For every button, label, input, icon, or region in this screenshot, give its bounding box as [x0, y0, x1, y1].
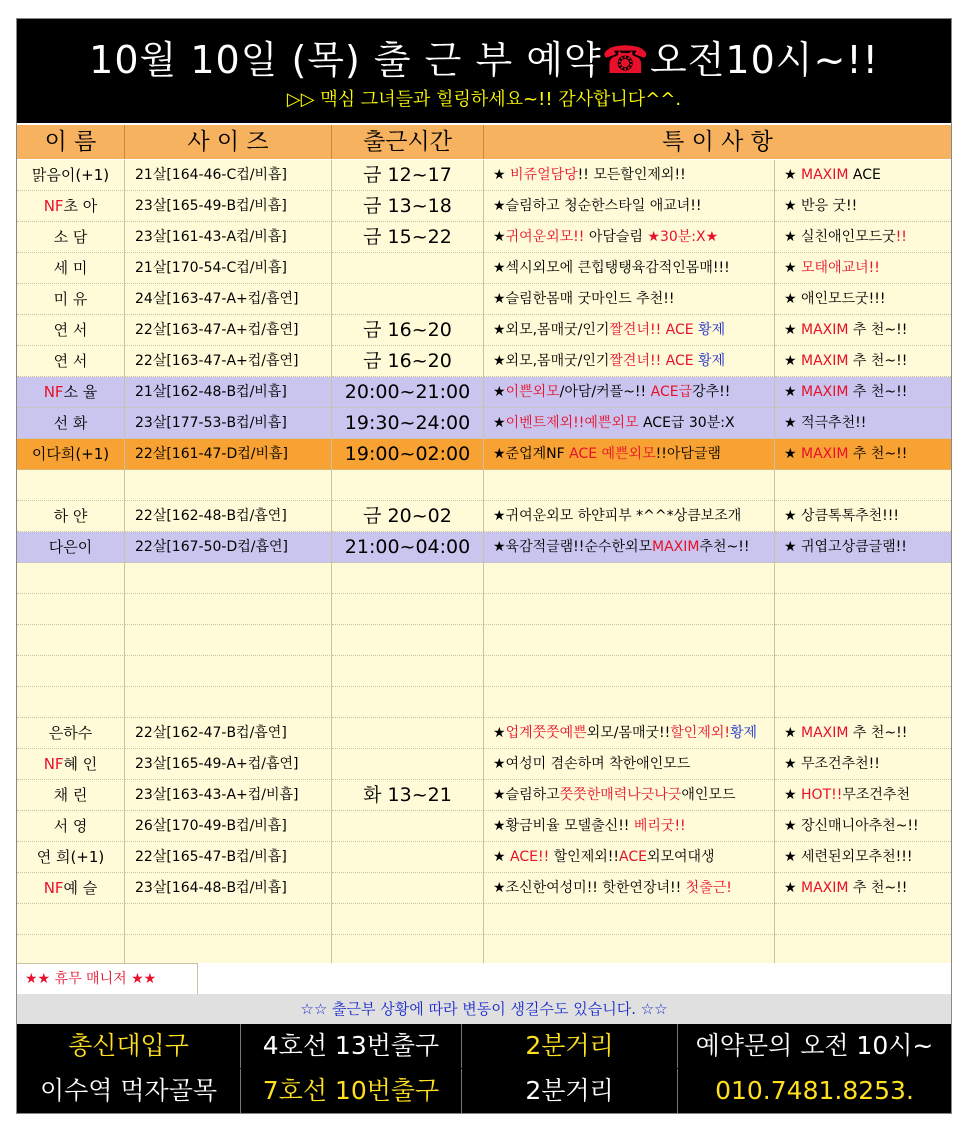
text-segment: ★ 실친애인모드굿 [784, 229, 896, 245]
cell-size [125, 935, 332, 966]
text-segment: ★ [784, 167, 802, 183]
footer-reservation-hours: 예약문의 오전 10시~ [695, 1031, 934, 1060]
cell-note-main [484, 253, 775, 284]
off-duty-row [17, 963, 951, 994]
text-segment: 추천~!! [699, 539, 750, 555]
text-segment: ★ [493, 725, 506, 741]
notice-banner: ☆☆ 출근부 상황에 따라 변동이 생길수도 있습니다. ☆☆ [17, 994, 951, 1024]
cell-name [17, 284, 125, 315]
cell-note-extra [775, 935, 951, 966]
cell-size: 23살[164-48-B컵/비흡] [125, 873, 332, 904]
table-row [17, 160, 951, 191]
table-row [17, 656, 951, 687]
cell-note-extra [775, 439, 951, 470]
cell-note-main [484, 439, 775, 470]
text-segment: NF [43, 755, 64, 773]
table-row [17, 935, 951, 966]
cell-note-extra [775, 780, 951, 811]
cell-time [332, 625, 484, 656]
text-segment: MAXIM [801, 353, 849, 369]
cell-note-extra [775, 160, 951, 191]
cell-time: 금 16~20 [332, 315, 484, 346]
text-segment: ★ [493, 849, 511, 865]
cell-size [125, 470, 332, 501]
cell-note-extra [775, 749, 951, 780]
text-segment: 아담슬림 [584, 229, 648, 245]
text-segment: 추 천~!! [848, 322, 908, 338]
cell-time: 금 15~22 [332, 222, 484, 253]
cell-name [17, 873, 125, 904]
table-row [17, 191, 951, 222]
table-row [17, 718, 951, 749]
cell-size: 23살[163-43-A+컵/비흡] [125, 780, 332, 811]
text-segment: 애인모드 [681, 787, 736, 803]
table-row [17, 377, 951, 408]
cell-note-main [484, 904, 775, 935]
text-segment: 연 서 [53, 352, 88, 370]
cell-time [332, 284, 484, 315]
text-segment: ★ [784, 787, 802, 803]
phone-icon: ☎ [601, 38, 651, 82]
cell-name [17, 532, 125, 563]
footer-distance-1: 2분거리 [462, 1024, 678, 1068]
text-segment: ★외모,몸매굿/인기 [493, 322, 610, 338]
cell-size: 21살[164-46-C컵/비흡] [125, 160, 332, 191]
text-segment: NF [43, 197, 64, 215]
text-segment: ★ [493, 229, 506, 245]
cell-note-main [484, 935, 775, 966]
text-segment: 이벤트제외!!예쁜외모 [505, 415, 639, 431]
cell-name [17, 222, 125, 253]
cell-name [17, 935, 125, 966]
text-segment: 할인제외!! [549, 849, 619, 865]
cell-time [332, 718, 484, 749]
cell-note-extra [775, 315, 951, 346]
text-segment: ★ [784, 725, 802, 741]
cell-time [332, 687, 484, 718]
text-segment: ★ 적극추천!! [784, 415, 867, 431]
table-row [17, 904, 951, 935]
cell-note-extra [775, 594, 951, 625]
text-segment: ★황금비율 모델출신!! [493, 818, 634, 834]
cell-note-extra [775, 873, 951, 904]
text-segment: ★ [493, 167, 511, 183]
text-segment: ACE급 30분:X [638, 415, 735, 431]
text-segment: 추 천~!! [848, 384, 908, 400]
table-row [17, 842, 951, 873]
cell-note-extra [775, 284, 951, 315]
cell-name [17, 904, 125, 935]
cell-size: 22살[165-47-B컵/비흡] [125, 842, 332, 873]
cell-name [17, 687, 125, 718]
cell-note-main [484, 687, 775, 718]
text-segment: ★ 세련된외모추천!!! [784, 849, 913, 865]
cell-size: 22살[162-48-B컵/흡연] [125, 501, 332, 532]
cell-name [17, 470, 125, 501]
text-segment: HOT!! [801, 787, 843, 803]
text-segment: MAXIM [801, 446, 849, 462]
schedule-sheet [16, 18, 952, 1114]
table-row [17, 470, 951, 501]
text-segment: 비쥬얼담당 [510, 167, 578, 183]
text-segment: ★ 상큼톡톡추천!!! [784, 508, 899, 524]
page-subtitle: ▷▷ 맥심 그녀들과 힐링하세요~!! 감사합니다^^. [286, 89, 682, 110]
cell-size: 24살[163-47-A+컵/흡연] [125, 284, 332, 315]
cell-note-extra [775, 904, 951, 935]
table-row [17, 532, 951, 563]
footer-exit-2: 7호선 10번출구 [241, 1069, 462, 1113]
cell-size: 22살[162-47-B컵/흡연] [125, 718, 332, 749]
text-segment: ★여성미 겸손하며 착한애인모드 [493, 756, 691, 772]
cell-name [17, 346, 125, 377]
cell-size [125, 904, 332, 935]
text-segment: 이다희(+1) [31, 445, 110, 463]
text-segment: 이쁜외모 [505, 384, 560, 400]
column-header-row [17, 125, 951, 159]
text-segment: ★ [784, 880, 802, 896]
page-title [17, 29, 951, 84]
table-row [17, 315, 951, 346]
text-segment: 연 희(+1) [36, 848, 105, 866]
cell-name [17, 377, 125, 408]
text-segment: 다은이 [48, 538, 93, 556]
cell-time [332, 470, 484, 501]
text-segment: 추 천~!! [848, 725, 908, 741]
cell-size: 22살[167-50-D컵/흡연] [125, 532, 332, 563]
cell-name [17, 656, 125, 687]
footer-phone-number: 010.7481.8253. [715, 1076, 914, 1105]
text-segment: 미 유 [53, 290, 88, 308]
text-segment: ★ 귀엽고상큼글램!! [784, 539, 907, 555]
cell-note-main [484, 222, 775, 253]
cell-note-main [484, 780, 775, 811]
text-segment: ★ 무조건추천!! [784, 756, 880, 772]
off-duty-label: ★★ 휴무 매니저 ★★ [17, 963, 198, 994]
cell-note-extra [775, 346, 951, 377]
col-header-name: 이 름 [17, 125, 125, 159]
cell-note-main [484, 594, 775, 625]
text-segment: 첫출근! [685, 880, 732, 896]
text-segment: 강추!! [692, 384, 731, 400]
cell-name [17, 253, 125, 284]
cell-note-extra [775, 222, 951, 253]
text-segment: ★슬림하고 [493, 787, 560, 803]
cell-note-extra [775, 377, 951, 408]
cell-name [17, 718, 125, 749]
text-segment: ★외모,몸매굿/인기 [493, 353, 610, 369]
cell-note-main [484, 532, 775, 563]
cell-note-main [484, 625, 775, 656]
text-segment: ★ 반응 굿!! [784, 198, 858, 214]
cell-time [332, 749, 484, 780]
text-segment: 귀여운외모!! [505, 229, 585, 245]
cell-note-main [484, 842, 775, 873]
cell-size: 23살[165-49-B컵/비흡] [125, 191, 332, 222]
cell-time: 금 16~20 [332, 346, 484, 377]
text-segment: 짤견녀!! ACE [609, 353, 694, 369]
col-header-size: 사 이 즈 [125, 125, 332, 159]
text-segment: ACE!! [510, 849, 550, 865]
header-banner [17, 19, 951, 123]
col-header-time: 출근시간 [332, 125, 484, 159]
table-row [17, 253, 951, 284]
text-segment: 연 서 [53, 321, 88, 339]
cell-name [17, 408, 125, 439]
cell-size [125, 594, 332, 625]
text-segment: MAXIM [801, 725, 849, 741]
cell-note-extra [775, 191, 951, 222]
text-segment: ★섹시외모에 큰힙탱탱육감적인몸매!!! [493, 260, 730, 276]
cell-note-main [484, 408, 775, 439]
cell-name [17, 315, 125, 346]
cell-note-extra [775, 253, 951, 284]
text-segment: /아담/커플~!! [559, 384, 651, 400]
text-segment: ACE [848, 167, 881, 183]
table-row [17, 687, 951, 718]
cell-note-main [484, 377, 775, 408]
text-segment: 맑음이(+1) [31, 166, 110, 184]
cell-note-main [484, 501, 775, 532]
cell-note-extra [775, 811, 951, 842]
cell-note-extra [775, 625, 951, 656]
text-segment: MAXIM [801, 880, 849, 896]
footer-station-2: 이수역 먹자골목 [17, 1069, 241, 1113]
text-segment: 할인제외! [670, 725, 730, 741]
text-segment: 외모여대생 [646, 849, 715, 865]
cell-note-main [484, 315, 775, 346]
cell-time [332, 656, 484, 687]
text-segment: 채 린 [53, 786, 88, 804]
cell-time [332, 873, 484, 904]
cell-size: 22살[163-47-A+컵/흡연] [125, 346, 332, 377]
text-segment: MAXIM [801, 167, 849, 183]
text-segment: 소 율 [63, 383, 98, 401]
cell-note-main [484, 563, 775, 594]
cell-time [332, 904, 484, 935]
cell-size [125, 625, 332, 656]
text-segment: 업계쭛쭛예쁜 [505, 725, 587, 741]
cell-time: 19:30~24:00 [332, 408, 484, 439]
cell-note-extra [775, 718, 951, 749]
cell-note-main [484, 470, 775, 501]
text-segment: ★30분:X★ [647, 229, 719, 245]
cell-time [332, 594, 484, 625]
cell-size: 23살[165-49-A+컵/흡연] [125, 749, 332, 780]
table-row [17, 439, 951, 470]
cell-size: 23살[177-53-B컵/비흡] [125, 408, 332, 439]
text-segment: 외모/몸매굿!! [586, 725, 671, 741]
table-row [17, 625, 951, 656]
text-segment: ACE [618, 849, 647, 865]
text-segment: 선 화 [53, 414, 88, 432]
table-row [17, 501, 951, 532]
text-segment: 황제 [698, 353, 726, 369]
cell-time [332, 563, 484, 594]
cell-note-extra [775, 501, 951, 532]
text-segment: ★ 애인모드굿!!! [784, 291, 886, 307]
cell-time: 금 12~17 [332, 160, 484, 191]
cell-name [17, 501, 125, 532]
cell-note-main [484, 346, 775, 377]
cell-note-extra [775, 687, 951, 718]
text-segment: ★ [493, 384, 506, 400]
text-segment: 서 영 [53, 817, 88, 835]
cell-note-main [484, 811, 775, 842]
table-row [17, 594, 951, 625]
footer-station-1: 총신대입구 [17, 1024, 241, 1068]
cell-name [17, 160, 125, 191]
cell-note-extra [775, 656, 951, 687]
cell-time [332, 811, 484, 842]
cell-note-extra [775, 842, 951, 873]
text-segment: !!아담글램 [655, 446, 721, 462]
cell-name [17, 842, 125, 873]
cell-size: 22살[161-47-D컵/비흡] [125, 439, 332, 470]
col-header-notes: 특 이 사 항 [662, 129, 773, 155]
text-segment: 황제 [730, 725, 758, 741]
text-segment: ★ [784, 384, 802, 400]
text-segment: ★슬림하고 청순한스타일 애교녀!! [493, 198, 702, 214]
table-row [17, 346, 951, 377]
text-segment: ACE 예쁜외모 [569, 446, 656, 462]
text-segment: !! [895, 229, 907, 245]
cell-name [17, 749, 125, 780]
cell-time: 20:00~21:00 [332, 377, 484, 408]
cell-size: 21살[170-54-C컵/비흡] [125, 253, 332, 284]
text-segment: NF [43, 383, 64, 401]
cell-note-main [484, 873, 775, 904]
table-row [17, 408, 951, 439]
footer-distance-2: 2분거리 [462, 1069, 678, 1113]
cell-time: 금 13~18 [332, 191, 484, 222]
cell-name [17, 563, 125, 594]
footer-exit-1: 4호선 13번출구 [241, 1024, 462, 1068]
cell-time: 19:00~02:00 [332, 439, 484, 470]
text-segment: 혜 인 [63, 755, 98, 773]
text-segment: 세 미 [53, 259, 88, 277]
text-segment: ★준업계NF [493, 446, 570, 462]
cell-size: 21살[162-48-B컵/비흡] [125, 377, 332, 408]
cell-note-main [484, 284, 775, 315]
cell-time: 화 13~21 [332, 780, 484, 811]
text-segment: ★ [784, 260, 802, 276]
title-hours: 오전10시~!! [650, 38, 879, 82]
cell-note-main [484, 160, 775, 191]
table-row [17, 811, 951, 842]
text-segment: 황제 [698, 322, 726, 338]
text-segment: 베리굿!! [633, 818, 686, 834]
cell-note-main [484, 191, 775, 222]
text-segment: 은하수 [48, 724, 93, 742]
text-segment: ★ [493, 415, 506, 431]
text-segment: !! 모든할인제외!! [577, 167, 686, 183]
cell-note-main [484, 749, 775, 780]
cell-name [17, 811, 125, 842]
text-segment: ★슬림한몸매 굿마인드 추천!! [493, 291, 675, 307]
text-segment: 소 담 [53, 228, 88, 246]
cell-name [17, 780, 125, 811]
cell-note-extra [775, 470, 951, 501]
cell-note-extra [775, 532, 951, 563]
cell-name [17, 439, 125, 470]
text-segment: 추 천~!! [848, 353, 908, 369]
cell-name [17, 625, 125, 656]
cell-time: 21:00~04:00 [332, 532, 484, 563]
text-segment: 예 슬 [63, 879, 98, 897]
text-segment: ★ 장신매니아추천~!! [784, 818, 919, 834]
text-segment: ★ [784, 322, 802, 338]
cell-name [17, 191, 125, 222]
text-segment: NF [43, 879, 64, 897]
cell-note-extra [775, 563, 951, 594]
table-row [17, 780, 951, 811]
text-segment: 모태애교녀!! [801, 260, 880, 276]
text-segment: 무조건추천 [842, 787, 910, 803]
text-segment: ★육감적글램!!순수한외모 [493, 539, 653, 555]
cell-name [17, 594, 125, 625]
text-segment: 쭛쭛한매력나긋나긋 [559, 787, 682, 803]
cell-time: 금 20~02 [332, 501, 484, 532]
cell-size [125, 563, 332, 594]
cell-size [125, 656, 332, 687]
cell-size: 26살[170-49-B컵/비흡] [125, 811, 332, 842]
text-segment: 짤견녀!! ACE [609, 322, 694, 338]
table-row [17, 873, 951, 904]
text-segment: ★조신한여성미!! 핫한연장녀!! [493, 880, 686, 896]
table-row [17, 222, 951, 253]
text-segment: ACE급 [650, 384, 693, 400]
text-segment: MAXIM [801, 322, 849, 338]
table-row [17, 563, 951, 594]
footer-info [17, 1024, 951, 1113]
text-segment: 추 천~!! [848, 446, 908, 462]
cell-time [332, 935, 484, 966]
cell-time [332, 842, 484, 873]
table-row [17, 749, 951, 780]
text-segment: MAXIM [652, 539, 700, 555]
cell-note-extra [775, 408, 951, 439]
text-segment: 추 천~!! [848, 880, 908, 896]
cell-note-main [484, 656, 775, 687]
text-segment: MAXIM [801, 384, 849, 400]
text-segment: ★ [784, 446, 802, 462]
cell-note-main [484, 718, 775, 749]
cell-size [125, 687, 332, 718]
cell-size: 22살[163-47-A+컵/흡연] [125, 315, 332, 346]
text-segment: ★귀여운외모 하얀피부 *^^*상큼보조개 [493, 508, 742, 524]
text-segment: 하 얀 [53, 507, 88, 525]
text-segment: 초 아 [63, 197, 98, 215]
cell-time [332, 253, 484, 284]
text-segment: ★ [784, 353, 802, 369]
title-text: 10월 10일 (목) 출 근 부 예약 [89, 38, 602, 82]
cell-size: 23살[161-43-A컵/비흡] [125, 222, 332, 253]
table-row [17, 284, 951, 315]
